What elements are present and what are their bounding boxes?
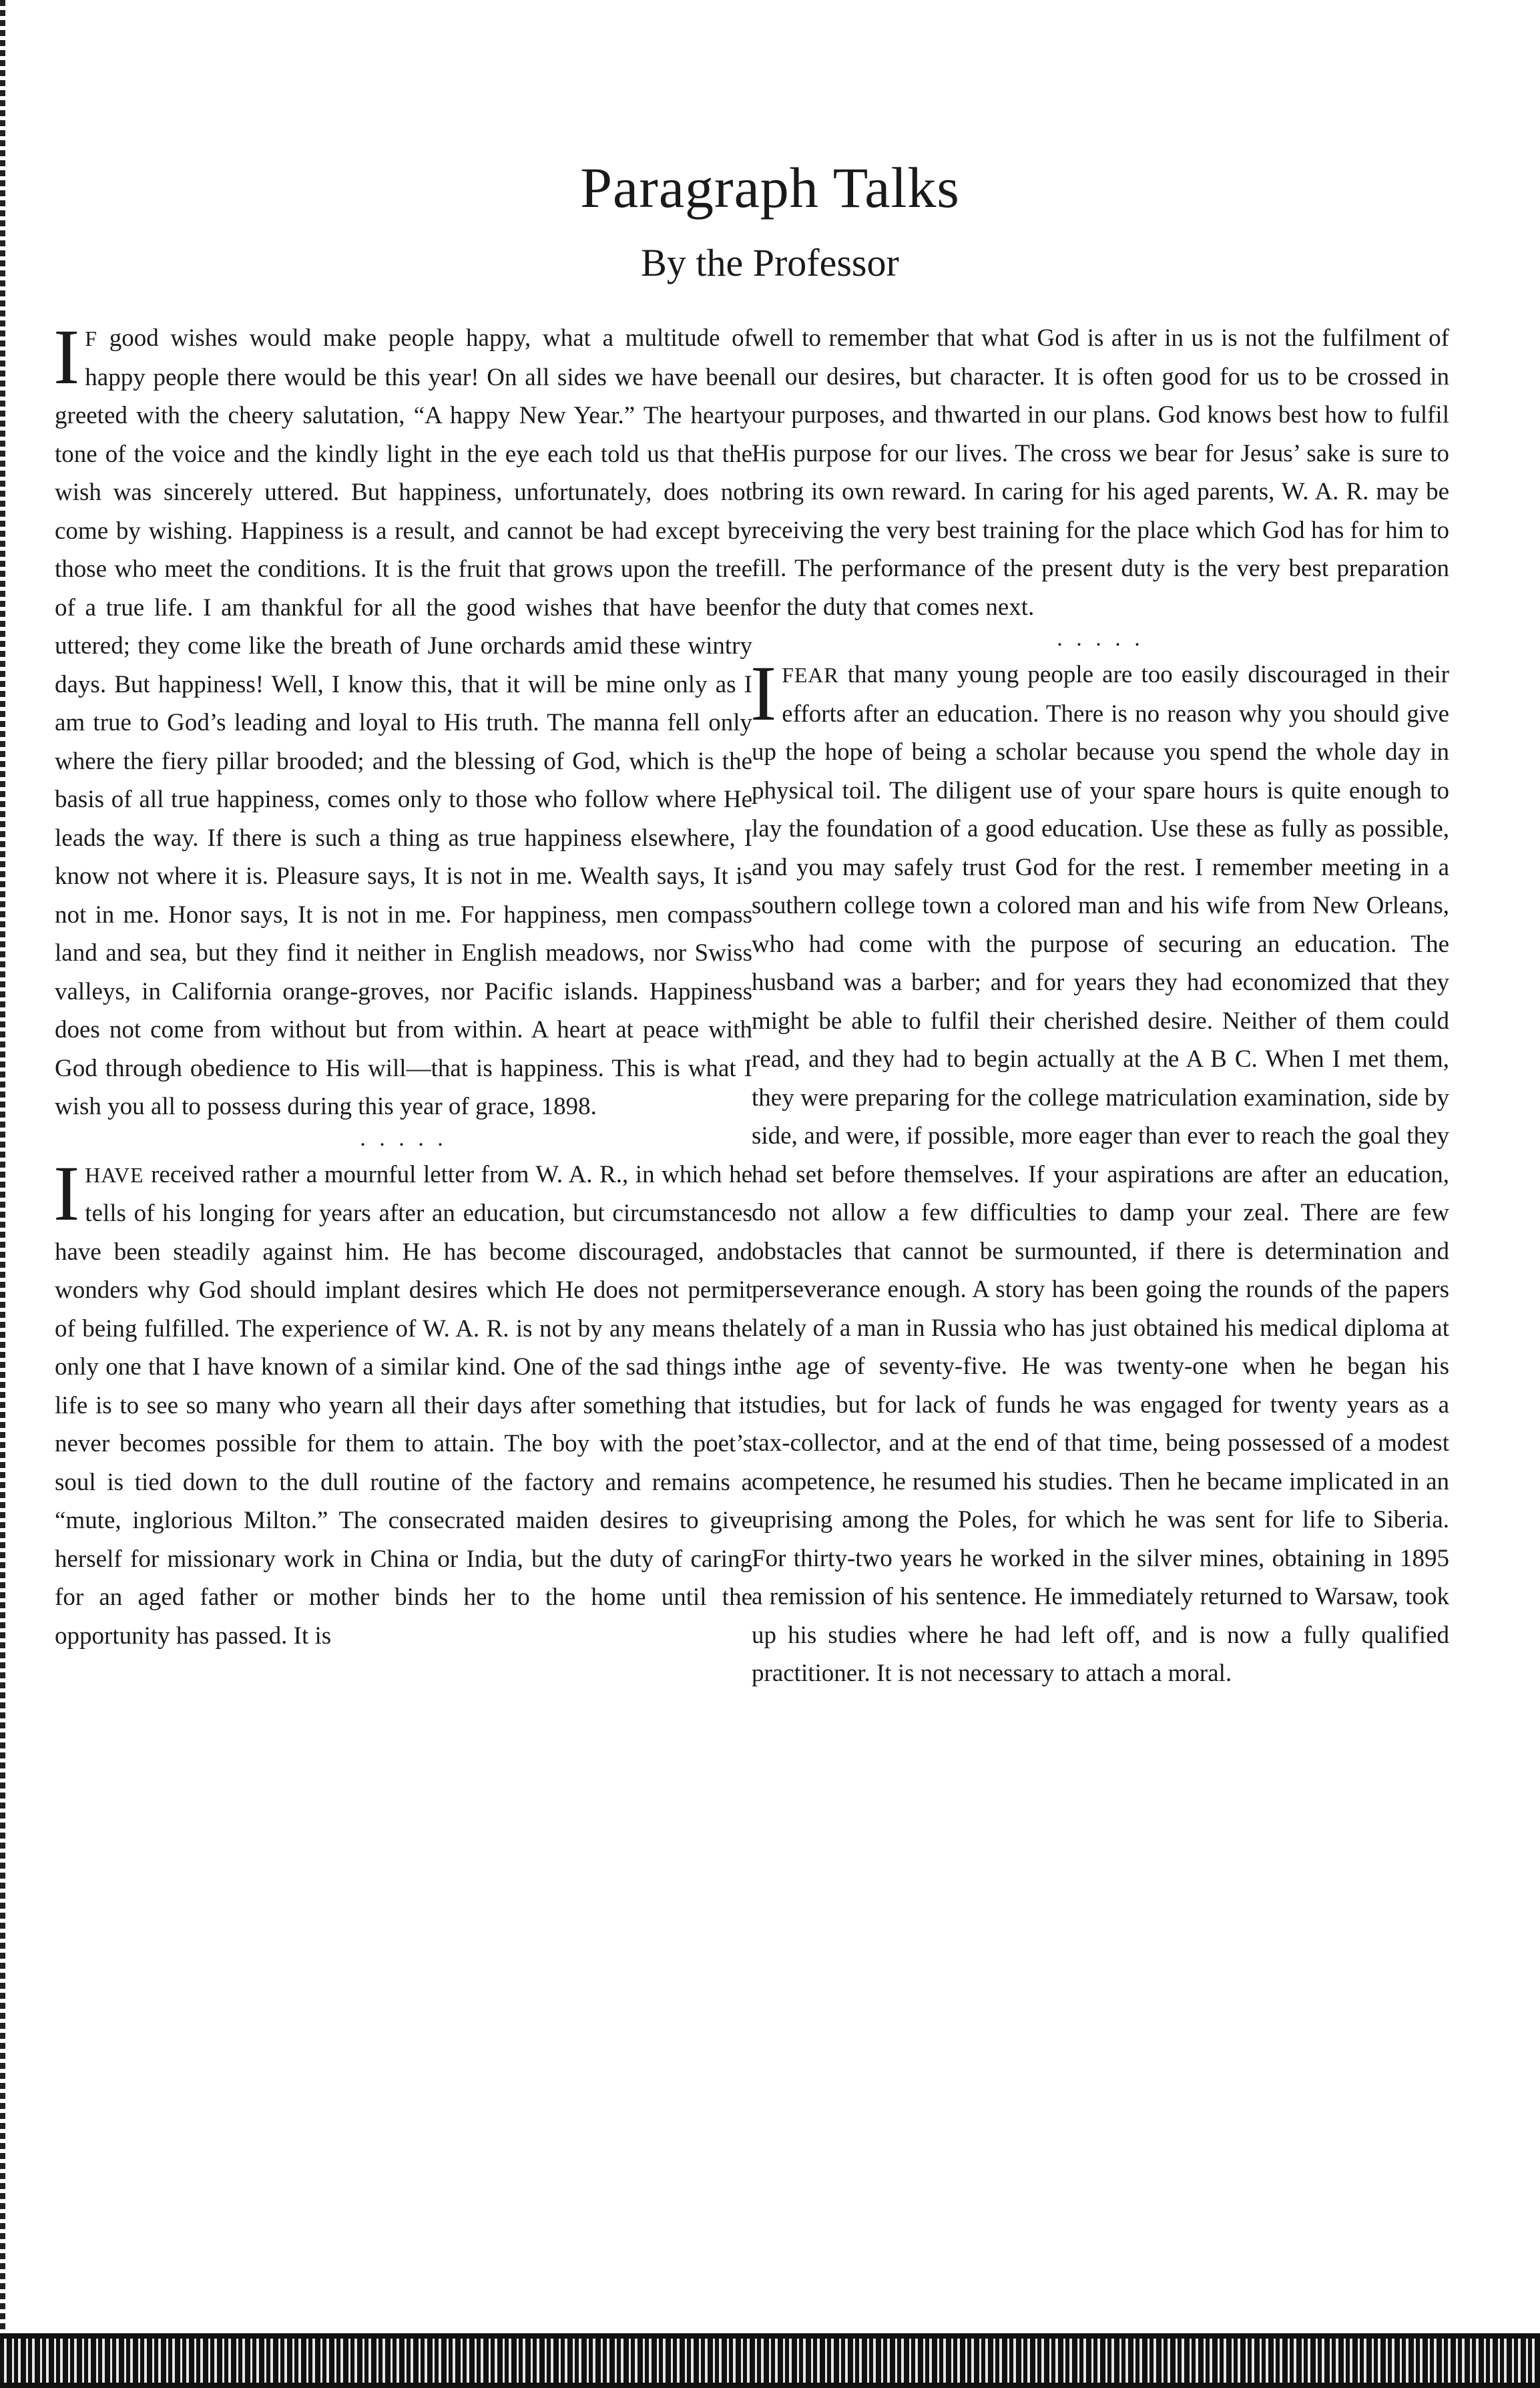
lead-word: FEAR [782, 664, 839, 687]
section-separator: . . . . . [1057, 626, 1144, 651]
paragraph-happiness [53, 313, 753, 1126]
decorative-border-bottom [0, 2333, 1540, 2388]
drop-cap: I [750, 650, 777, 737]
paragraph-text: received rather a mournful letter from W. A. R., in which he tells of his longing for years after an education, but circumstances have been steadily against him. He has become discouraged, and wonders why God should implant desires which He does not permit of being fulfilled. The experience of W. A. R. is not by any means the only one that I have known of a similar kind. One of the sad things in life is to see so many who yearn all their days after something that it never becomes possible for them to attain. The boy with the poet’s soul is tied down to the dull routine of the factory and remains a “mute, inglorious Milton.” The consecrated maiden desires to give herself for missionary work in China or India, but the duty of caring for an aged father or mother binds her to the home until the opportunity has passed. It is [55, 1160, 753, 1650]
left-column [53, 313, 753, 1655]
paragraph-text: well to remember that what God is after in us is not the fulfilment of all our desires, but character. It is often good for us to be crossed in our purposes, and thwarted in our plans. God knows best how to fulfil His purpose for our lives. The cross we bear for Jesus’ sake is sure to bring its own reward. In caring for his aged parents, W. A. R. may be receiving the very best training for the place which God has for him to fill. The performance of the present duty is the very best preparation for the duty that comes next. [752, 324, 1449, 621]
ornament-pattern [0, 2339, 1540, 2383]
page-edge-scan-mark [0, 0, 5, 2388]
paragraph-character [752, 319, 1449, 626]
page-title: Paragraph Talks [580, 156, 960, 220]
right-column [752, 319, 1449, 1693]
paragraph-text: good wishes would make people happy, what a multitude of happy people there would be this year! On all sides we have been greeted with the cheery salutation, “A happy New Year.” The hearty tone of the voice and the kindly light in the eye each told us that the wish was sincerely uttered. But happiness, unfortunately, does not come by wishing. Happiness is a result, and cannot be had except by those who meet the conditions. It is the fruit that grows upon the tree of a true life. I am thankful for all the good wishes that have been uttered; they come like the breath of June orchards amid these wintry days. But happiness! Well, I know this, that it will be mine only as I am true to God’s leading and loyal to His truth. The manna fell only where the fiery pillar brooded; and the blessing of God, which is the basis of all true happiness, comes only to those who follow where He leads the way. If there is such a thing as true happiness elsewhere, I know not where it is. Pleasure says, It is not in me. Wealth says, It is not in me. Honor says, It is not in me. For happiness, men compass land and sea, but they find it neither in English meadows, nor Swiss valleys, in California orange-groves, nor Pacific islands. Happiness does not come from without but from within. A heart at peace with God through obedience to His will—that is happiness. This is what I wish you all to possess during this year of grace, 1898. [55, 324, 753, 1120]
paragraph-text: that many young people are too easily discouraged in their efforts after an education. There is no reason why you should give up the hope of being a scholar because you spend the whole day in physical toil. The diligent use of your spare hours is quite enough to lay the foundation of a good education. Use these as fully as possible, and you may safely trust God for the rest. I remember meeting in a southern college town a colored man and his wife from New Orleans, who had come with the purpose of securing an education. The husband was a barber; and for years they had economized that they might be able to fulfil their cherished desire. Neither of them could read, and they had to begin actually at the A B C. When I met them, they were preparing for the college matriculation examination, side by side, and were, if possible, more eager than ever to reach the goal they had set before themselves. If your aspirations are after an education, do not allow a few difficulties to damp your zeal. There are few obstacles that cannot be surmounted, if there is determination and perseverance enough. A story has been going the rounds of the papers lately of a man in Russia who has just obtained his medical diploma at the age of seventy-five. He was twenty-one when he began his studies, but for lack of funds he was engaged for twenty years as a tax-collector, and at the end of that time, being possessed of a modest competence, he resumed his studies. Then he became implicated in an uprising among the Poles, for which he was sent for life to Siberia. For thirty-two years he worked in the silver mines, obtaining in 1895 a remission of his sentence. He immediately returned to Warsaw, took up his studies where he had left off, and is now a fully qualified practitioner. It is not necessary to attach a moral. [752, 661, 1449, 1687]
paragraph-education [750, 650, 1449, 1693]
drop-cap: I [53, 1149, 80, 1237]
lead-word: F [85, 327, 97, 350]
paragraph-mournful-letter [53, 1149, 753, 1656]
section-separator: . . . . . [360, 1126, 447, 1151]
byline: By the Professor [641, 241, 899, 284]
drop-cap: I [53, 313, 80, 401]
lead-word: HAVE [85, 1163, 144, 1187]
